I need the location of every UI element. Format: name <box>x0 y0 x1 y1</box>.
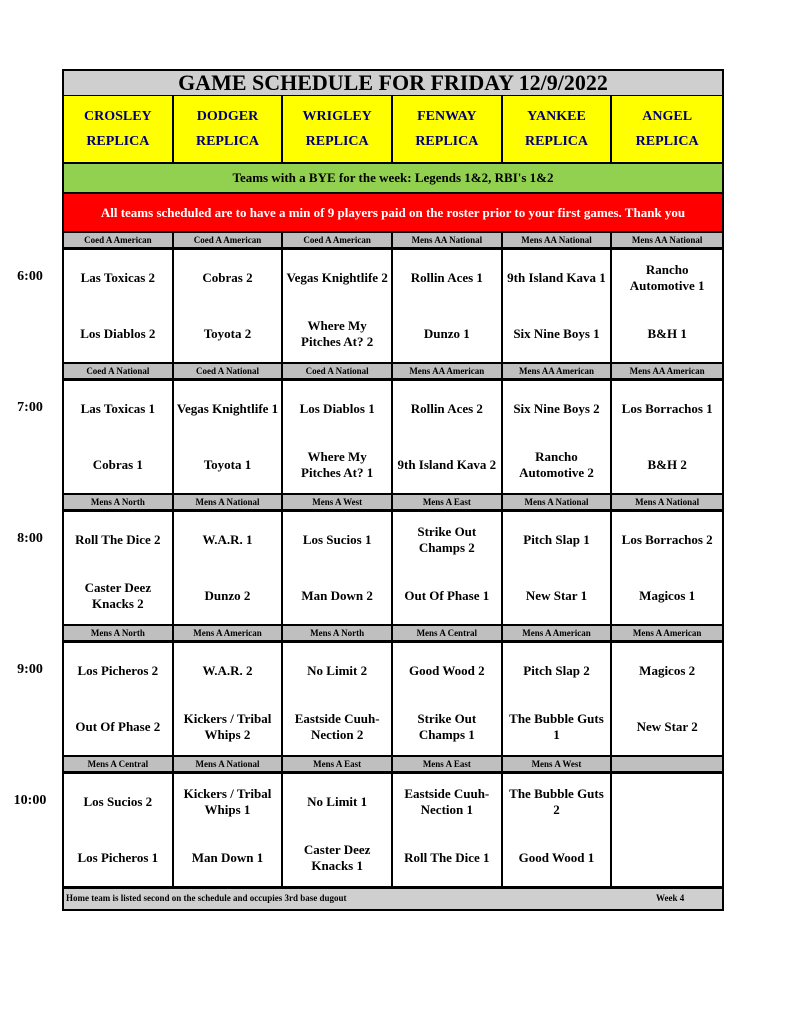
away-team: Roll The Dice 2 <box>75 532 161 547</box>
week-label: Week 4 <box>656 893 685 903</box>
home-team: Man Down 2 <box>301 588 373 603</box>
game-cell <box>612 381 722 493</box>
division-label: Mens A American <box>174 626 284 640</box>
home-team: Caster Deez Knacks 2 <box>84 580 152 611</box>
away-team: Rancho Automotive 1 <box>629 262 705 293</box>
away-team <box>612 774 722 830</box>
division-label: Mens AA American <box>503 364 613 378</box>
game-cell <box>283 774 393 886</box>
footer-bar <box>64 886 722 909</box>
division-label: Mens A National <box>503 495 613 509</box>
division-row <box>64 495 722 512</box>
venue-header <box>174 96 284 162</box>
game-cell <box>612 643 722 755</box>
time-block <box>64 495 722 626</box>
division-label: Coed A American <box>64 233 174 247</box>
away-team: Good Wood 2 <box>409 663 485 678</box>
division-label: Coed A National <box>283 364 393 378</box>
away-team: 9th Island Kava 1 <box>507 270 606 285</box>
time-label: 8:00 <box>17 531 43 546</box>
home-team: 9th Island Kava 2 <box>397 457 497 472</box>
home-team: Los Diablos 2 <box>80 326 156 341</box>
away-team: Strike Out Champs 2 <box>417 524 477 555</box>
venue-sub: REPLICA <box>86 133 150 149</box>
division-row <box>64 757 722 774</box>
time-label: 10:00 <box>13 793 47 808</box>
game-cell <box>174 774 284 886</box>
division-row <box>64 626 722 643</box>
game-cell <box>393 381 503 493</box>
game-cell <box>503 381 613 493</box>
game-cell <box>64 774 174 886</box>
away-team: Cobras 2 <box>202 270 253 285</box>
away-team: Six Nine Boys 2 <box>513 401 600 416</box>
venue-header <box>612 96 722 162</box>
division-label: Mens AA American <box>393 364 503 378</box>
game-cell <box>393 512 503 624</box>
division-label: Mens A Central <box>64 757 174 771</box>
game-cell <box>393 774 503 886</box>
away-team: Rollin Aces 1 <box>410 270 483 285</box>
away-team: Los Borrachos 1 <box>621 401 713 416</box>
away-team: Eastside Cuuh-Nection 1 <box>404 786 490 817</box>
venue-sub: REPLICA <box>195 133 259 149</box>
venue-name: FENWAY <box>417 108 477 124</box>
division-label: Mens A East <box>283 757 393 771</box>
venue-header-row <box>64 96 722 164</box>
home-team: Dunzo 2 <box>204 588 251 603</box>
home-team: Where My Pitches At? 2 <box>301 318 374 349</box>
away-team: Los Sucios 2 <box>83 794 153 809</box>
away-team: W.A.R. 2 <box>202 663 253 678</box>
game-cell <box>64 381 174 493</box>
home-team: Rancho Automotive 2 <box>519 449 594 480</box>
away-team: Los Sucios 1 <box>302 532 372 547</box>
home-team: Man Down 1 <box>191 850 264 865</box>
away-team: Vegas Knightlife 2 <box>286 270 388 285</box>
venue-name: DODGER <box>196 108 259 124</box>
division-label: Mens A National <box>174 495 284 509</box>
game-cell <box>503 643 613 755</box>
venue-header <box>503 96 613 162</box>
game-cell <box>174 381 284 493</box>
home-team: Eastside Cuuh-Nection 2 <box>294 711 380 742</box>
home-team: Where My Pitches At? 1 <box>301 449 374 480</box>
division-label: Mens A North <box>64 495 174 509</box>
division-label: Mens A Central <box>393 626 503 640</box>
away-team: No Limit 1 <box>307 794 368 809</box>
home-team: Toyota 1 <box>203 457 252 472</box>
game-cell <box>612 250 722 362</box>
game-cell <box>503 512 613 624</box>
home-team: Toyota 2 <box>203 326 252 341</box>
time-label: 7:00 <box>17 400 43 415</box>
home-team: New Star 1 <box>525 588 588 603</box>
games-row <box>64 774 722 886</box>
game-cell <box>174 643 284 755</box>
division-label: Mens A National <box>174 757 284 771</box>
roster-notice-banner: All teams scheduled are to have a min of 9 players paid on the roster prior to your first games. Thank you <box>64 194 722 233</box>
game-cell <box>612 512 722 624</box>
venue-header <box>393 96 503 162</box>
division-label: Mens A American <box>632 628 702 638</box>
away-team: Vegas Knightlife 1 <box>176 401 279 416</box>
games-row <box>64 381 722 495</box>
home-team: Kickers / Tribal Whips 2 <box>183 711 272 742</box>
away-team: The Bubble Guts 2 <box>509 786 604 817</box>
away-team: Pitch Slap 1 <box>523 532 590 547</box>
division-label: Mens A East <box>393 757 503 771</box>
division-label: Coed A National <box>64 364 174 378</box>
time-block <box>64 364 722 495</box>
division-label: Mens A East <box>393 495 503 509</box>
game-cell <box>174 512 284 624</box>
bye-banner: Teams with a BYE for the week: Legends 1&2, RBI's 1&2 <box>64 164 722 194</box>
division-label: Mens AA National <box>503 233 613 247</box>
game-cell <box>283 250 393 362</box>
game-cell <box>283 643 393 755</box>
away-team: Magicos 2 <box>639 663 696 678</box>
division-label: Coed A American <box>283 233 393 247</box>
division-label: Mens A North <box>64 626 174 640</box>
division-label: Coed A National <box>174 364 284 378</box>
time-block <box>64 757 722 886</box>
games-row <box>64 512 722 626</box>
division-label: Mens A American <box>503 626 613 640</box>
division-label: Mens AA National <box>631 235 703 245</box>
game-cell <box>612 774 722 886</box>
away-team: Las Toxicas 1 <box>80 401 156 416</box>
game-cell <box>283 381 393 493</box>
game-cell <box>64 250 174 362</box>
venue-name: CROSLEY <box>83 108 152 124</box>
home-team: Strike Out Champs 1 <box>417 711 477 742</box>
away-team: Los Picheros 2 <box>77 663 159 678</box>
venue-sub: REPLICA <box>524 133 588 149</box>
game-cell <box>283 512 393 624</box>
division-label: Mens A North <box>283 626 393 640</box>
time-label: 6:00 <box>17 269 43 284</box>
venue-sub: REPLICA <box>635 133 699 149</box>
home-team: Los Picheros 1 <box>77 850 159 865</box>
game-cell <box>393 250 503 362</box>
page-title: GAME SCHEDULE FOR FRIDAY 12/9/2022 <box>64 71 722 96</box>
division-row <box>64 233 722 250</box>
venue-header <box>64 96 174 162</box>
venue-header <box>283 96 393 162</box>
time-block <box>64 626 722 757</box>
game-cell <box>64 512 174 624</box>
division-row <box>64 364 722 381</box>
venue-sub: REPLICA <box>415 133 479 149</box>
home-team: Dunzo 1 <box>423 326 470 341</box>
home-team: Out Of Phase 1 <box>404 588 490 603</box>
home-team: Six Nine Boys 1 <box>513 326 600 341</box>
time-label: 9:00 <box>17 662 43 677</box>
game-cell <box>174 250 284 362</box>
away-team: Los Borrachos 2 <box>621 532 713 547</box>
game-cell <box>503 774 613 886</box>
games-row <box>64 250 722 364</box>
away-team: Las Toxicas 2 <box>80 270 156 285</box>
time-blocks <box>64 233 722 886</box>
home-team: The Bubble Guts 1 <box>509 711 604 742</box>
division-label: Mens AA National <box>393 233 503 247</box>
home-team: Cobras 1 <box>92 457 143 472</box>
game-cell <box>64 643 174 755</box>
away-team: Pitch Slap 2 <box>523 663 590 678</box>
home-team <box>612 830 722 886</box>
away-team: Kickers / Tribal Whips 1 <box>183 786 272 817</box>
division-label <box>612 757 722 771</box>
venue-name: WRIGLEY <box>302 108 372 124</box>
home-team: B&H 1 <box>647 326 687 341</box>
home-team-note: Home team is listed second on the schedule and occupies 3rd base dugout <box>66 893 347 903</box>
away-team: Los Diablos 1 <box>299 401 375 416</box>
home-team: B&H 2 <box>647 457 687 472</box>
division-label: Mens A National <box>635 497 700 507</box>
game-cell <box>503 250 613 362</box>
venue-name: ANGEL <box>642 108 693 124</box>
time-block <box>64 233 722 364</box>
away-team: No Limit 2 <box>307 663 368 678</box>
games-row <box>64 643 722 757</box>
venue-sub: REPLICA <box>305 133 369 149</box>
away-team: W.A.R. 1 <box>202 532 253 547</box>
division-label: Mens A West <box>283 495 393 509</box>
away-team: Rollin Aces 2 <box>410 401 483 416</box>
division-label: Coed A American <box>174 233 284 247</box>
venue-name: YANKEE <box>527 108 586 124</box>
home-team: Magicos 1 <box>639 588 696 603</box>
home-team: Roll The Dice 1 <box>404 850 490 865</box>
division-label: Mens AA American <box>629 366 705 376</box>
home-team: New Star 2 <box>636 719 698 734</box>
division-label: Mens A West <box>503 757 613 771</box>
home-team: Good Wood 1 <box>518 850 595 865</box>
home-team: Out Of Phase 2 <box>75 719 161 734</box>
schedule-sheet <box>62 69 724 911</box>
home-team: Caster Deez Knacks 1 <box>303 842 371 873</box>
game-cell <box>393 643 503 755</box>
